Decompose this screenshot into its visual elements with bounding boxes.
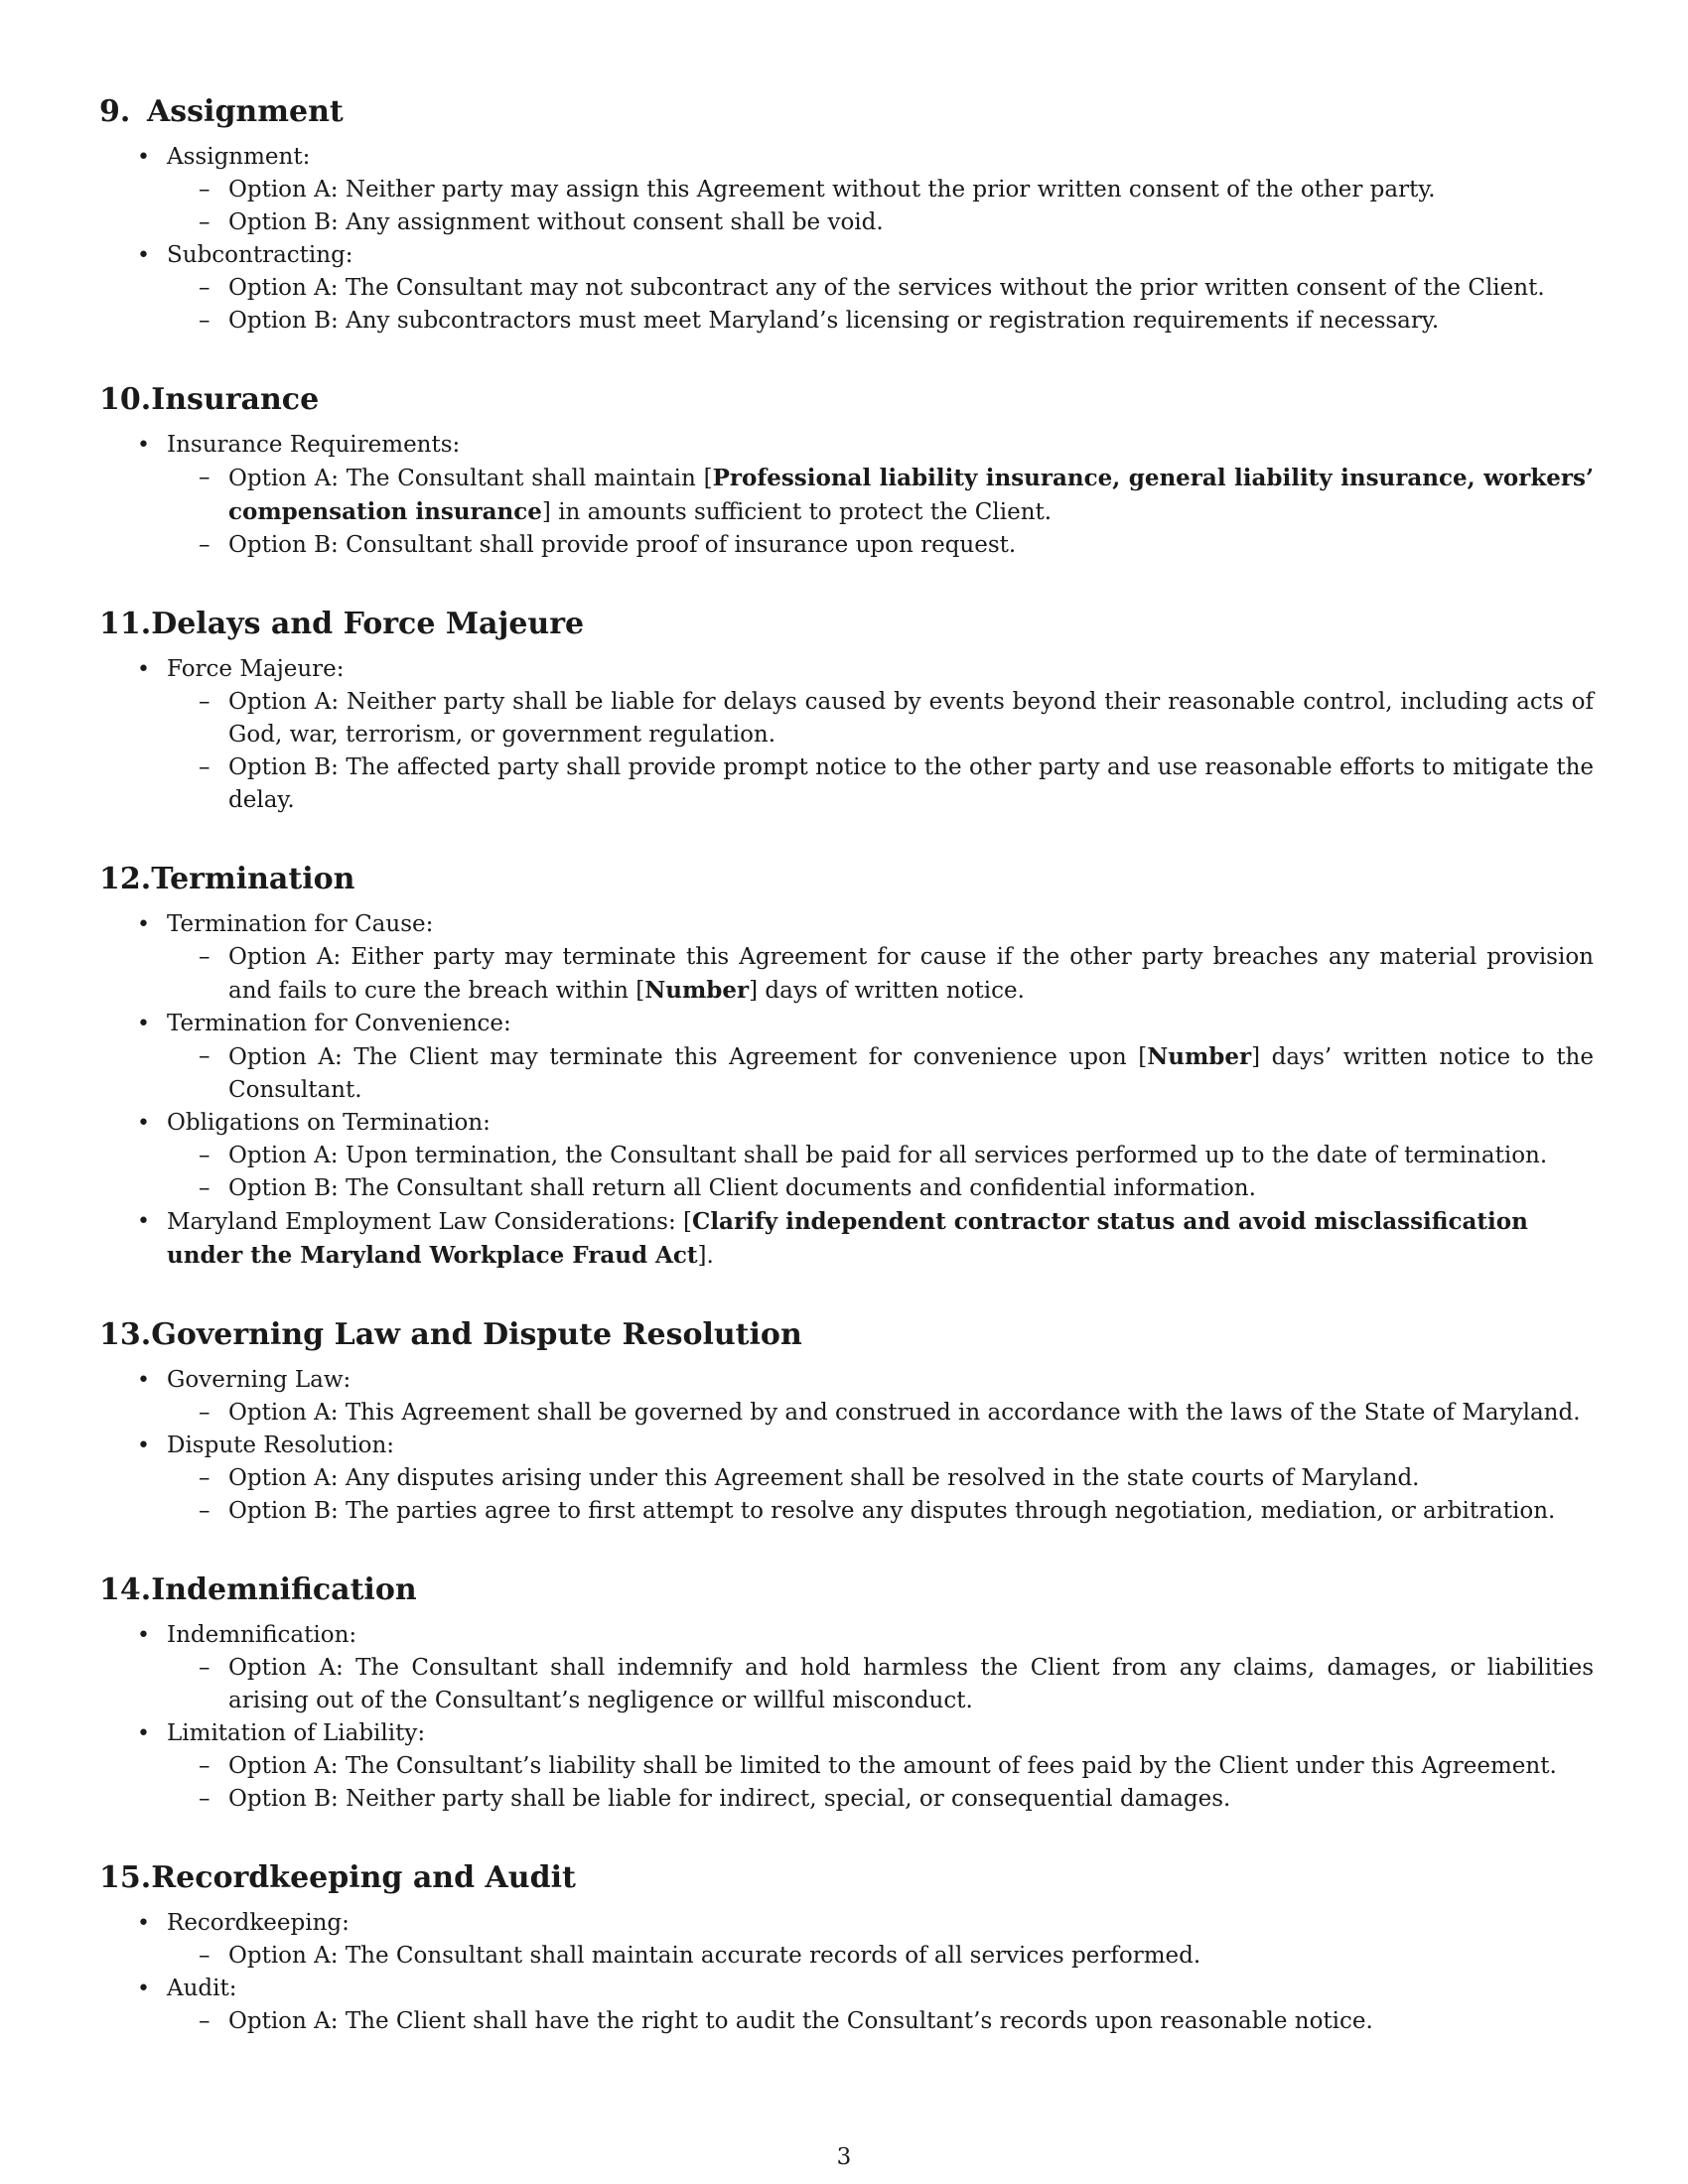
- option-text: Option A: The Consultant shall indemnify and hold harmless the Client from any claims, damages, or liabilities arising out of the Consultant’s negligence or willful misconduct.: [228, 1655, 1594, 1713]
- bullet-icon: •: [137, 657, 150, 682]
- clause-label: Termination for Convenience:: [167, 1011, 511, 1036]
- section-heading: [99, 379, 1594, 421]
- section-heading: [99, 604, 1594, 645]
- clause-label: Termination for Cause:: [167, 911, 434, 937]
- section-9: [99, 91, 1594, 338]
- option-text: Option A: Upon termination, the Consultant shall be paid for all services performed up to the date of termination.: [228, 1143, 1548, 1168]
- dash-icon: –: [199, 1943, 211, 1969]
- clause-list: [99, 1364, 1594, 1528]
- section-15: [99, 1857, 1594, 2038]
- clause-item: [137, 141, 1594, 239]
- clause-label-placeholder: Clarify independent contractor status and avoid misclassification under the Maryland Workplace Fraud Act: [167, 1208, 1528, 1269]
- option-text: Option A: Neither party shall be liable for delays caused by events beyond their reasonable control, including acts of God, war, terrorism, or government regulation.: [228, 689, 1594, 748]
- dash-icon: –: [199, 209, 211, 235]
- option-item: [199, 1750, 1594, 1783]
- section-number: 14.: [99, 1572, 152, 1607]
- section-number: 13.: [99, 1317, 152, 1352]
- option-text: Option B: Any assignment without consent shall be void.: [228, 209, 884, 235]
- option-text: Option B: The Consultant shall return all Client documents and confidential information.: [228, 1175, 1256, 1201]
- dash-icon: –: [199, 1753, 211, 1779]
- option-text-suffix: ] days of written notice.: [749, 978, 1025, 1004]
- section-heading: [99, 859, 1594, 900]
- option-text: Option B: The parties agree to first attempt to resolve any disputes through negotiation, mediation, or arbitration.: [228, 1498, 1556, 1524]
- section-title: Termination: [151, 862, 355, 896]
- dash-icon: –: [199, 177, 211, 203]
- option-list: [167, 1462, 1594, 1528]
- dash-icon: –: [199, 465, 211, 490]
- bullet-icon: •: [137, 1977, 150, 2001]
- clause-label: Subcontracting:: [167, 242, 353, 268]
- bullet-icon: •: [137, 1368, 150, 1393]
- bullet-icon: •: [137, 1911, 150, 1936]
- option-list: [167, 1397, 1594, 1430]
- clause-label: Indemnification:: [167, 1622, 357, 1648]
- bullet-icon: •: [137, 145, 150, 170]
- clause-list: [99, 653, 1594, 817]
- dash-icon: –: [199, 1400, 211, 1426]
- bullet-icon: •: [137, 433, 150, 458]
- clause-item: [137, 429, 1594, 562]
- option-text: Option A: The Consultant may not subcontract any of the services without the prior written consent of the Client.: [228, 275, 1545, 301]
- option-text: Option A: The Client may terminate this Agreement for convenience upon [: [228, 1044, 1148, 1070]
- dash-icon: –: [199, 308, 211, 334]
- option-item: [199, 305, 1594, 338]
- option-text: Option A: The Consultant shall maintain [: [228, 466, 713, 491]
- section-heading: [99, 91, 1594, 133]
- dash-icon: –: [199, 1043, 211, 1069]
- option-item: [199, 1652, 1594, 1717]
- section-number: 9.: [99, 94, 131, 129]
- clause-item: [137, 239, 1594, 338]
- option-list: [167, 686, 1594, 817]
- page-number: 3: [836, 2144, 852, 2170]
- clause-list: [99, 1907, 1594, 2038]
- section-14: [99, 1570, 1594, 1816]
- clause-item: [137, 1619, 1594, 1717]
- option-text: Option B: The affected party shall provide prompt notice to the other party and use reasonable efforts to mitigate the delay.: [228, 754, 1594, 813]
- section-number: 15.: [99, 1860, 152, 1895]
- clause-item: [137, 1364, 1594, 1430]
- clause-item: [137, 908, 1594, 1008]
- clause-label: Maryland Employment Law Considerations: [: [167, 1209, 693, 1235]
- option-text-suffix: ] days’ written notice to the Consultant.: [228, 1044, 1594, 1103]
- option-placeholder: Number: [644, 977, 750, 1004]
- option-text: Option A: The Client shall have the right to audit the Consultant’s records upon reasonable notice.: [228, 2008, 1373, 2034]
- bullet-icon: •: [137, 1012, 150, 1036]
- clause-label-suffix: ].: [697, 1243, 714, 1269]
- clause-label: Obligations on Termination:: [167, 1110, 491, 1136]
- section-10: [99, 379, 1594, 562]
- dash-icon: –: [199, 1175, 211, 1201]
- dash-icon: –: [199, 1465, 211, 1491]
- bullet-icon: •: [137, 1721, 150, 1746]
- option-item: [199, 1783, 1594, 1816]
- option-list: [167, 1040, 1594, 1107]
- dash-icon: –: [199, 1498, 211, 1524]
- option-list: [167, 1652, 1594, 1717]
- clause-item: [137, 1107, 1594, 1205]
- dash-icon: –: [199, 944, 211, 970]
- dash-icon: –: [199, 1143, 211, 1168]
- dash-icon: –: [199, 275, 211, 301]
- option-text: Option B: Any subcontractors must meet Maryland’s licensing or registration requirements if necessary.: [228, 308, 1440, 334]
- section-title: Delays and Force Majeure: [151, 607, 585, 641]
- option-text: Option B: Neither party shall be liable for indirect, special, or consequential damages.: [228, 1786, 1231, 1812]
- clause-label: Limitation of Liability:: [167, 1720, 426, 1746]
- option-placeholder: Professional liability insurance, general liability insurance, workers’ compensation insurance: [228, 465, 1594, 525]
- section-title: Insurance: [151, 382, 320, 417]
- option-item: [199, 272, 1594, 305]
- option-list: [167, 272, 1594, 338]
- option-item: [199, 686, 1594, 751]
- option-list: [167, 1750, 1594, 1816]
- option-item: [199, 206, 1594, 239]
- clause-item: [137, 1907, 1594, 1973]
- clause-list: [99, 141, 1594, 338]
- dash-icon: –: [199, 1786, 211, 1812]
- section-number: 10.: [99, 382, 152, 417]
- option-list: [167, 2005, 1594, 2038]
- bullet-icon: •: [137, 912, 150, 937]
- bullet-icon: •: [137, 1433, 150, 1458]
- option-list: [167, 1140, 1594, 1205]
- option-item: [199, 1462, 1594, 1495]
- option-list: [167, 941, 1594, 1008]
- dash-icon: –: [199, 532, 211, 558]
- section-heading: [99, 1857, 1594, 1899]
- option-item: [199, 1172, 1594, 1205]
- clause-label: Assignment:: [167, 144, 311, 170]
- option-text: Option A: This Agreement shall be governed by and construed in accordance with the laws of the State of Maryland.: [228, 1400, 1581, 1426]
- section-title: Governing Law and Dispute Resolution: [151, 1317, 802, 1352]
- clause-label: Insurance Requirements:: [167, 432, 461, 458]
- option-list: [167, 1940, 1594, 1973]
- clause-item: [137, 1973, 1594, 2038]
- clause-label: Audit:: [167, 1976, 237, 2001]
- option-item: [199, 1940, 1594, 1973]
- clause-label: Force Majeure:: [167, 656, 345, 682]
- section-number: 12.: [99, 862, 152, 896]
- section-13: [99, 1314, 1594, 1528]
- clause-item: [137, 1205, 1594, 1273]
- dash-icon: –: [199, 2008, 211, 2034]
- option-text: Option A: Either party may terminate this Agreement for cause if the other party breaches any material provision and fails to cure the breach within [: [228, 944, 1594, 1004]
- option-list: [167, 462, 1594, 562]
- dash-icon: –: [199, 1655, 211, 1681]
- section-heading: [99, 1570, 1594, 1611]
- clause-item: [137, 1717, 1594, 1816]
- option-item: [199, 2005, 1594, 2038]
- option-text: Option A: The Consultant shall maintain accurate records of all services performed.: [228, 1943, 1201, 1969]
- bullet-icon: •: [137, 1209, 150, 1234]
- clause-label: Recordkeeping:: [167, 1910, 350, 1936]
- option-item: [199, 1397, 1594, 1430]
- option-item: [199, 462, 1594, 529]
- section-title: Indemnification: [151, 1572, 417, 1607]
- clause-label: Dispute Resolution:: [167, 1433, 395, 1458]
- section-11: [99, 604, 1594, 817]
- bullet-icon: •: [137, 1111, 150, 1136]
- clause-list: [99, 429, 1594, 562]
- clause-item: [137, 1008, 1594, 1107]
- bullet-icon: •: [137, 1623, 150, 1648]
- option-text: Option A: The Consultant’s liability shall be limited to the amount of fees paid by the Client under this Agreement.: [228, 1753, 1557, 1779]
- option-item: [199, 1495, 1594, 1528]
- option-list: [167, 174, 1594, 239]
- option-item: [199, 751, 1594, 817]
- document-body: [99, 91, 1594, 2080]
- option-placeholder: Number: [1147, 1043, 1252, 1070]
- option-item: [199, 1040, 1594, 1107]
- section-number: 11.: [99, 607, 152, 641]
- section-12: [99, 859, 1594, 1273]
- option-item: [199, 941, 1594, 1008]
- option-text-suffix: ] in amounts sufficient to protect the Client.: [541, 499, 1053, 525]
- clause-item: [137, 653, 1594, 817]
- section-title: Assignment: [147, 94, 344, 129]
- option-item: [199, 174, 1594, 206]
- option-text: Option A: Any disputes arising under this Agreement shall be resolved in the state courts of Maryland.: [228, 1465, 1420, 1491]
- dash-icon: –: [199, 754, 211, 780]
- clause-label: Governing Law:: [167, 1367, 352, 1393]
- option-text: Option A: Neither party may assign this Agreement without the prior written consent of the other party.: [228, 177, 1436, 203]
- bullet-icon: •: [137, 243, 150, 268]
- option-text: Option B: Consultant shall provide proof of insurance upon request.: [228, 532, 1017, 558]
- section-title: Recordkeeping and Audit: [151, 1860, 576, 1895]
- dash-icon: –: [199, 689, 211, 715]
- section-heading: [99, 1314, 1594, 1356]
- option-item: [199, 1140, 1594, 1172]
- clause-item: [137, 1430, 1594, 1528]
- clause-list: [99, 908, 1594, 1273]
- clause-list: [99, 1619, 1594, 1816]
- option-item: [199, 529, 1594, 562]
